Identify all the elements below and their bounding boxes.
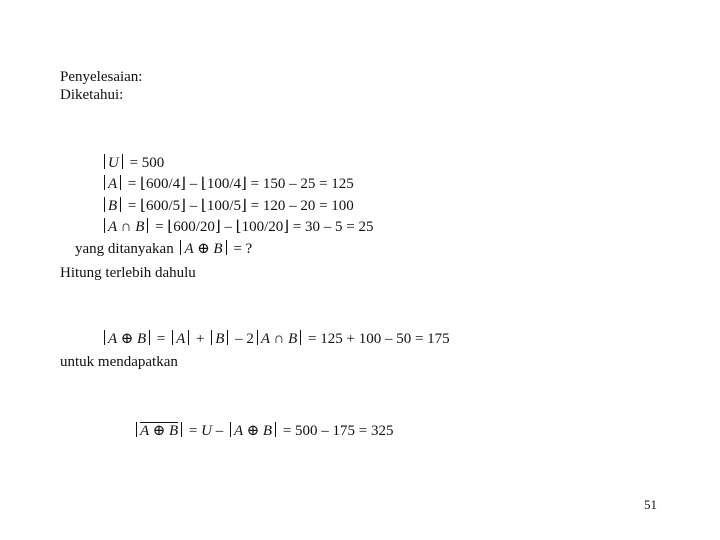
step1-result: = 125 + 100 – 50 = 175 <box>308 331 450 347</box>
math-term: A ∩ B <box>260 331 298 347</box>
label-diketahui: Diketahui: <box>60 87 124 103</box>
question-prefix: yang ditanyakan <box>75 241 174 257</box>
math-term: U <box>201 423 212 439</box>
question-suffix: = ? <box>233 241 253 257</box>
math-coef: 2 <box>246 331 254 347</box>
math-term: A <box>176 331 186 347</box>
abs-bar <box>180 240 181 255</box>
set-symbol: A <box>108 176 118 192</box>
abs-bar <box>172 330 173 345</box>
page-number: 51 <box>644 497 657 512</box>
abs-bar <box>230 422 231 437</box>
step2-label: untuk mendapatkan <box>60 354 178 370</box>
abs-bar <box>275 422 276 437</box>
abs-bar <box>227 330 228 345</box>
abs-bar <box>226 240 227 255</box>
math-term: A ⊕ B <box>108 331 147 347</box>
question-expr: A ⊕ B <box>184 241 223 257</box>
given-value: = ⌊600/5⌋ – ⌊100/5⌋ = 120 – 20 = 100 <box>127 198 354 214</box>
abs-bar <box>104 330 105 345</box>
abs-bar <box>300 330 301 345</box>
abs-bar <box>136 422 137 437</box>
given-value: = ⌊600/4⌋ – ⌊100/4⌋ = 150 – 25 = 125 <box>127 176 354 192</box>
math-term-complement: A ⊕ B <box>140 423 179 439</box>
step2-equation: A ⊕ B = U – A ⊕ B = 500 – 175 = 325 <box>118 404 393 458</box>
step1-equation: A ⊕ B = A + B – 2 A ∩ B = 125 + 100 – 50 = 175 <box>86 312 450 366</box>
abs-bar <box>149 330 150 345</box>
abs-bar <box>257 330 258 345</box>
abs-bar <box>181 422 182 437</box>
given-value: = ⌊600/20⌋ – ⌊100/20⌋ = 30 – 5 = 25 <box>155 219 374 235</box>
math-term: A ⊕ B <box>233 423 273 439</box>
step2-result: = 500 – 175 = 325 <box>282 423 394 439</box>
title-penyelesaian: Penyelesaian: <box>60 69 143 85</box>
abs-bar <box>188 330 189 345</box>
given-value: = 500 <box>129 155 165 171</box>
math-term: B <box>215 331 225 347</box>
abs-bar <box>211 330 212 345</box>
step1-label: Hitung terlebih dahulu <box>60 265 196 281</box>
set-symbol: U <box>108 155 119 171</box>
set-symbol: B <box>108 198 118 214</box>
set-symbol: A ∩ B <box>108 219 145 235</box>
